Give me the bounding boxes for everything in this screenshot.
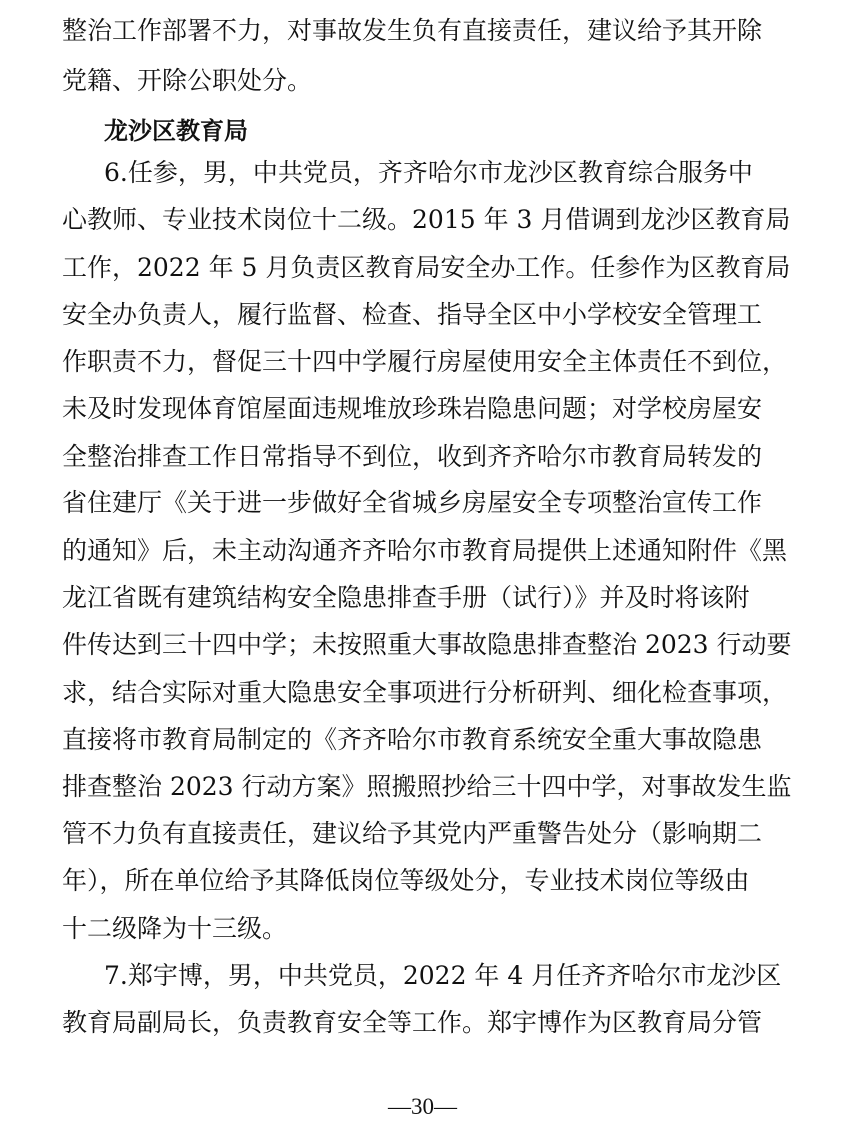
paragraph-6-line-6: 未及时发现体育馆屋面违规堆放珍珠岩隐患问题；对学校房屋安 xyxy=(62,394,763,423)
paragraph-6-line-9: 的通知》后，未主动沟通齐齐哈尔市教育局提供上述通知附件《黑 xyxy=(62,536,788,565)
paragraph-6-line-14: 排查整治 2023 行动方案》照搬照抄给三十四中学，对事故发生监 xyxy=(62,772,792,801)
paragraph-6-line-8: 省住建厅《关于进一步做好全省城乡房屋安全专项整治宣传工作 xyxy=(62,488,763,517)
paragraph-6-line-1: 6.任参，男，中共党员，齐齐哈尔市龙沙区教育综合服务中 xyxy=(104,158,753,187)
paragraph-6-line-12: 求，结合实际对重大隐患安全事项进行分析研判、细化检查事项， xyxy=(62,678,788,707)
paragraph-6-line-16: 年），所在单位给予其降低岗位等级处分，专业技术岗位等级由 xyxy=(62,866,750,895)
paragraph-7-line-1: 7.郑宇博，男，中共党员，2022 年 4 月任齐齐哈尔市龙沙区 xyxy=(104,961,782,990)
paragraph-6-line-2: 心教师、专业技术岗位十二级。2015 年 3 月借调到龙沙区教育局 xyxy=(62,205,791,234)
paragraph-6-line-7: 全整治排查工作日常指导不到位，收到齐齐哈尔市教育局转发的 xyxy=(62,442,763,471)
text-line-2: 党籍、开除公职处分。 xyxy=(62,66,313,95)
page-number: —30— xyxy=(388,1094,457,1119)
section-heading: 龙沙区教育局 xyxy=(104,117,248,145)
paragraph-6-line-17: 十二级降为十三级。 xyxy=(62,914,288,943)
paragraph-6-line-13: 直接将市教育局制定的《齐齐哈尔市教育系统安全重大事故隐患 xyxy=(62,725,763,754)
paragraph-6-line-5: 作职责不力，督促三十四中学履行房屋使用安全主体责任不到位， xyxy=(62,347,788,376)
paragraph-6-line-4: 安全办负责人，履行监督、检查、指导全区中小学校安全管理工 xyxy=(62,300,763,329)
paragraph-7-line-2: 教育局副局长，负责教育安全等工作。郑宇博作为区教育局分管 xyxy=(62,1008,763,1037)
paragraph-6-line-15: 管不力负有直接责任，建议给予其党内严重警告处分（影响期二 xyxy=(62,819,763,848)
text-line-1: 整治工作部署不力，对事故发生负有直接责任，建议给予其开除 xyxy=(62,16,763,45)
paragraph-6-line-3: 工作，2022 年 5 月负责区教育局安全办工作。任参作为区教育局 xyxy=(62,253,791,282)
paragraph-6-line-10: 龙江省既有建筑结构安全隐患排查手册（试行）》并及时将该附 xyxy=(62,583,750,612)
paragraph-6-line-11: 件传达到三十四中学；未按照重大事故隐患排查整治 2023 行动要 xyxy=(62,630,792,659)
